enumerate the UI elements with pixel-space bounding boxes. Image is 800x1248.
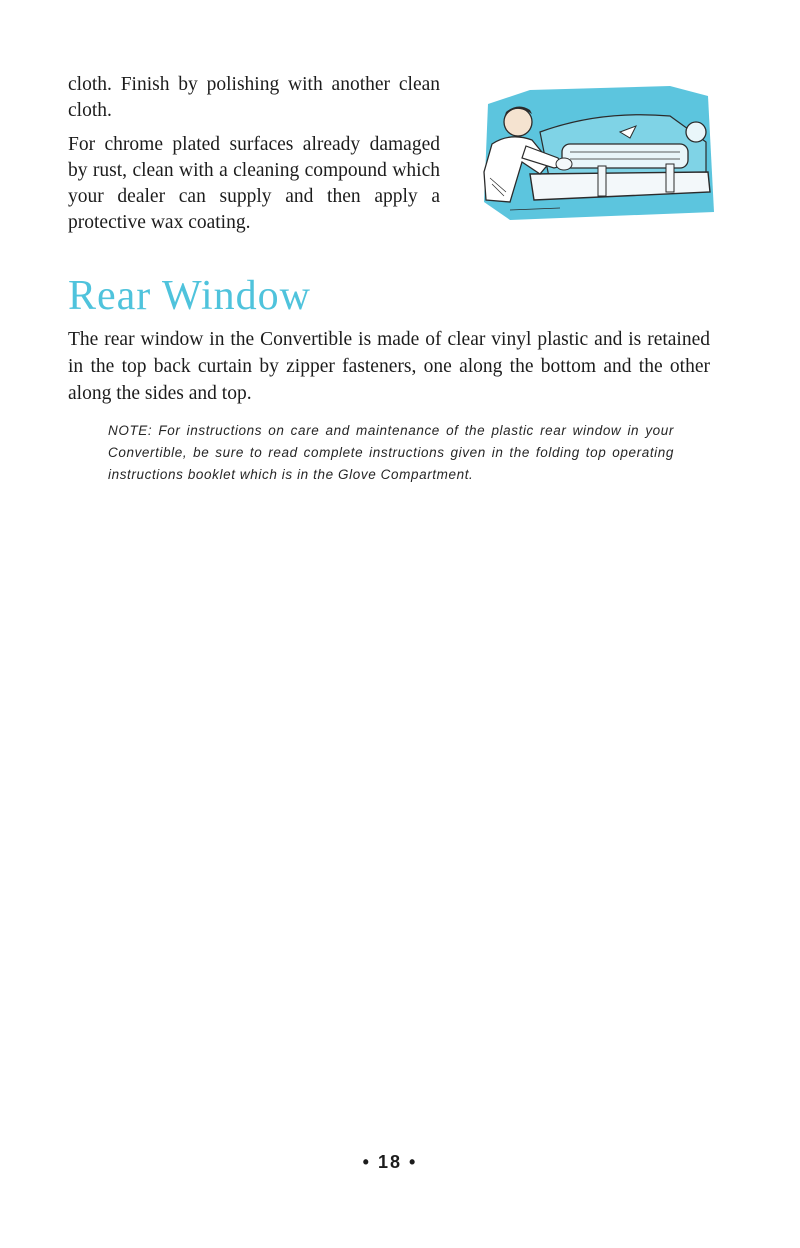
page-number: • 18 • (362, 1152, 418, 1172)
section-note: NOTE: For instructions on care and maintenance of the plastic rear window in your Convertible, be sure to read complete instructions given in the folding top operating instructions booklet which is in the Glove Compartment. (108, 423, 674, 482)
section-heading: Rear Window (68, 273, 311, 319)
section-body-text: The rear window in the Convertible is made of clear vinyl plastic and is retained in the top back curtain by zipper fasteners, one along the bottom and the other along the sides and top. (68, 329, 710, 404)
intro-text-block (68, 72, 440, 244)
intro-paragraph-1: cloth. Finish by polishing with another clean cloth. (68, 74, 440, 121)
intro-paragraph-2: For chrome plated surfaces already damaged by rust, clean with a cleaning compound which your dealer can supply and then apply a protective wax coating. (68, 134, 440, 233)
car-polishing-illustration (470, 82, 718, 230)
